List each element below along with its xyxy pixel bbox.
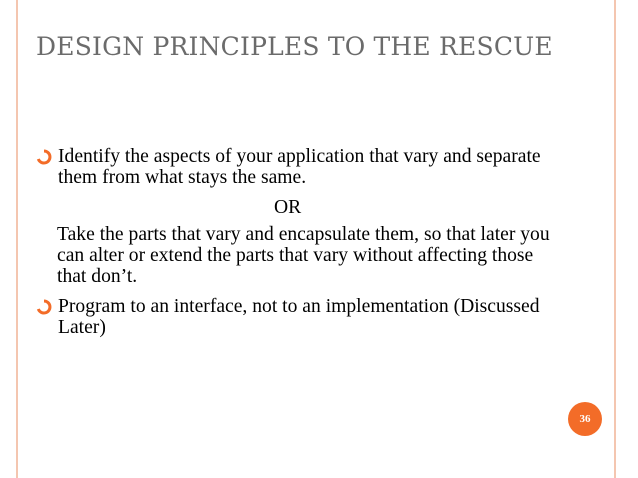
bullet-text-2: Program to an interface, not to an implementation (Discussed Later) — [58, 296, 540, 338]
ring-bullet-icon — [36, 299, 52, 315]
slide-left-border — [16, 0, 18, 478]
bullet-text-1: Identify the aspects of your application that vary and separate them from what stays the same. — [58, 146, 541, 188]
slide-right-border — [614, 0, 616, 478]
page-number-badge: 36 — [568, 402, 602, 436]
ring-bullet-icon — [36, 149, 52, 165]
slide-title: DESIGN PRINCIPLES TO THE RESCUE — [36, 32, 553, 61]
sub-paragraph: Take the parts that vary and encapsulate them, so that later you can alter or extend the parts that vary without affecting those that don’t. — [57, 224, 550, 287]
or-separator: OR — [274, 197, 302, 218]
